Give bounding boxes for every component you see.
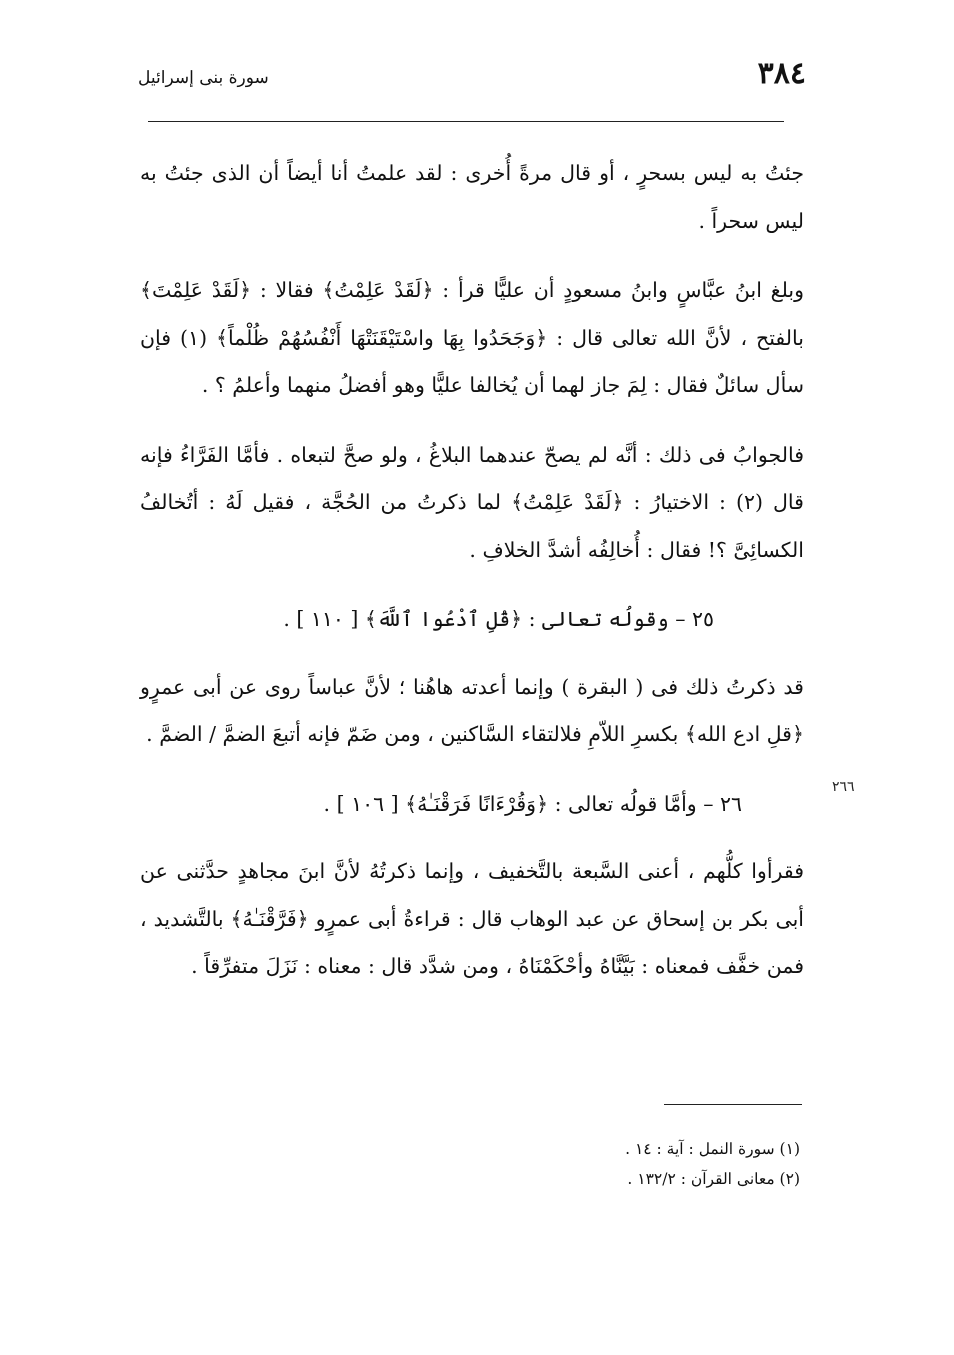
- paragraph: فقرأوا كلُّهم ، أعنى السَّبعة بالتَّخفيف ، وإنما ذكرتُهُ لأنَّ ابنَ مجاهدٍ حدَّثنى عن أبى بكر بن إسحاق عن عبد الوهاب قال : قراءةُ أبى عمرٍو ﴿فَرَّقْنَـٰهُ﴾ بالتَّشديد ، فمن خفَّف فمعناه : بَيَّنَّاهُ وأحْكَمْنَاهُ ، ومن شدَّد قال : معناه : نَزَلَ متفرِّقاً .: [140, 859, 804, 978]
- verse-heading: ٢٥ – وقولُه تعالى : ﴿قُلِ ٱدْعُوا ٱللَّهَ﴾ [ ١١٠ ] .: [283, 607, 714, 631]
- page-header: [138, 52, 806, 102]
- footnote-divider: [664, 1104, 802, 1105]
- paragraph: جئتُ به ليس بسحرٍ ، أو قال مرةً أُخرى : لقد علمتُ أنا أيضاً أن الذى جئتُ به ليس سحراً .: [140, 161, 804, 233]
- paragraph: وبلغ ابنُ عبَّاسٍ وابنُ مسعودٍ أن عليًّا قرأ : ﴿لَقَدْ عَلِمْتُ﴾ فقالا : ﴿لَقَدْ عَلِمْتَ﴾ بالفتح ، لأنَّ الله تعالى قال : ﴿وَجَحَدُوا بِهَا واسْتَيْقَنَتْهَا أَنْفُسُهُمْ ظُلْماً﴾ (١) فإن سأل سائلٌ فقال : لِمَ جاز لهما أن يُخالفا عليًّا وهو أفضلُ منهما وأعلمُ ؟ .: [140, 278, 804, 397]
- header-divider: [148, 121, 784, 122]
- footnotes: [500, 1134, 800, 1194]
- paragraph: فالجوابُ فى ذلك : أنَّه لم يصحّ عندهما البلاغُ ، ولو صحَّ لتبعاه . فأمَّا الفَرَّاءُ فإنه قال (٢) : الاختيارُ : ﴿لَقَدْ عَلِمْتُ﴾ لما ذكرتُ من الحُجَّة ، فقيل لَهُ : أتُخالفُ الكسائِىَّ ؟! فقال : أُخالِفُه أشدَّ الخلافِ .: [140, 442, 804, 562]
- paragraph: قد ذكرتُ ذلك فى ( البقرة ) وإنما أعدته هاهُنا ؛ لأنَّ عباساً روى عن أبى عمرٍو ﴿قلِ ادع الله﴾ بكسرِ اللاّمِ فلالتقاء السَّاكنين ، ومن ضَمّ فإنه أتبعَ الضمَّ / الضمَّ .: [140, 674, 804, 746]
- verse-heading: ٢٦ – وأمَّا قولُه تعالى : ﴿وَقُرْءَانًا فَرَقْنَـٰهُ﴾ [ ١٠٦ ] .: [323, 791, 742, 816]
- page-number: ٣٨٤: [757, 56, 806, 91]
- footnote: (٢) معانى القرآن : ١٣٢/٢ .: [627, 1170, 800, 1188]
- main-text: [140, 150, 804, 1013]
- running-title: سورة بنى إسرائيل: [138, 68, 269, 88]
- footnote: (١) سورة النمل : آية : ١٤ .: [625, 1140, 800, 1158]
- margin-page-reference: ٢٦٦: [832, 779, 855, 795]
